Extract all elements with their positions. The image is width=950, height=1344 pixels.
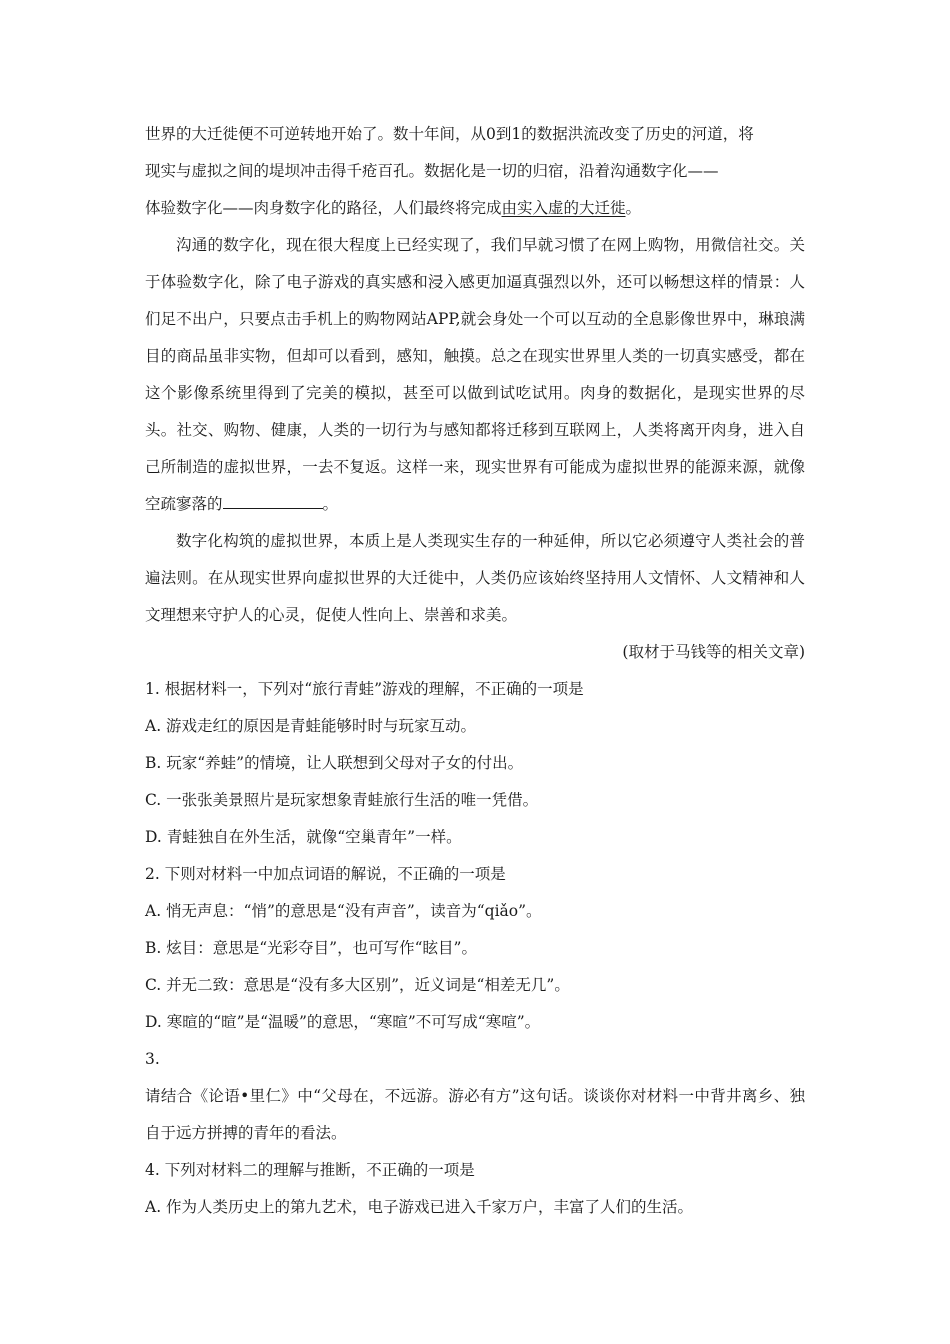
answer-option: A. 悄无声息：“悄”的意思是“没有声音”，读音为“qiǎo”。 (145, 902, 542, 920)
fill-blank (223, 494, 323, 509)
answer-option: D. 寒暄的“暄”是“温暖”的意思，“寒暄”不可写成“寒喧”。 (145, 1013, 541, 1031)
passage-text: 体验数字化——肉身数字化的路径，人们最终将完成 (145, 199, 502, 217)
answer-option: B. 炫目：意思是“光彩夺目”，也可写作“眩目”。 (145, 939, 477, 957)
answer-option: A. 游戏走红的原因是青蛙能够时时与玩家互动。 (145, 717, 477, 735)
passage-paragraph: 数字化构筑的虚拟世界，本质上是人类现实生存的一种延伸，所以它必须遵守人类社会的普遍法则。在从现实世界向虚拟世界的大迁徙中，人类仍应该始终坚持用人文情怀、人文精神和人文理想来守护人的心灵，促使人性向上、崇善和求美。 (145, 532, 805, 624)
underlined-phrase: 由实入虚的大迁徙 (501, 199, 626, 217)
answer-option: C. 并无二致：意思是“没有多大区别”，近义词是“相差无几”。 (145, 976, 570, 994)
question-number: 3. (145, 1050, 160, 1068)
question-stem: 请结合《论语•里仁》中“父母在，不远游。游必有方”这句话。谈谈你对材料一中背井离乡、独自于远方拼搏的青年的看法。 (145, 1087, 805, 1142)
passage-paragraph (145, 227, 805, 523)
answer-option: C. 一张张美景照片是玩家想象青蛙旅行生活的唯一凭借。 (145, 791, 539, 809)
page-content (145, 116, 805, 1226)
question-stem: 1. 根据材料一，下列对“旅行青蛙”游戏的理解，不正确的一项是 (145, 680, 584, 698)
answer-option: B. 玩家“养蛙”的情境，让人联想到父母对子女的付出。 (145, 754, 524, 772)
passage-line (145, 190, 805, 227)
passage-line: 现实与虚拟之间的堤坝冲击得千疮百孔。数据化是一切的归宿，沿着沟通数字化—— (145, 162, 719, 180)
passage-line: 世界的大迁徙便不可逆转地开始了。数十年间，从0到1的数据洪流改变了历史的河道，将 (145, 125, 754, 143)
answer-option: A. 作为人类历史上的第九艺术，电子游戏已进入千家万户，丰富了人们的生活。 (145, 1198, 694, 1216)
passage-text: 。 (625, 199, 642, 217)
paragraph-text: 沟通的数字化，现在很大程度上已经实现了，我们早就习惯了在网上购物，用微信社交。关于体验数字化，除了电子游戏的真实感和浸入感更加逼真强烈以外，还可以畅想这样的情景：人们足不出户，只要点击手机上的购物网站APP,就会身处一个可以互动的全息影像世界中，琳琅满目的商品虽非实物，但却可以看到，感知，触摸。总之在现实世界里人类的一切真实感受，都在这个影像系统里得到了完美的模拟，甚至可以做到试吃试用。肉身的数据化，是现实世界的尽头。社交、购物、健康，人类的一切行为与感知都将迁移到互联网上，人类将离开肉身，进入自己所制造的虚拟世界，一去不复返。这样一来，现实世界有可能成为虚拟世界的能源来源，就像空疏寥落的 (145, 236, 805, 513)
question-stem: 2. 下则对材料一中加点词语的解说，不正确的一项是 (145, 865, 506, 883)
question-stem: 4. 下列对材料二的理解与推断，不正确的一项是 (145, 1161, 475, 1179)
answer-option: D. 青蛙独自在外生活，就像“空巢青年”一样。 (145, 828, 462, 846)
source-citation: (取材于马钱等的相关文章) (622, 643, 805, 661)
paragraph-end: 。 (322, 495, 339, 513)
